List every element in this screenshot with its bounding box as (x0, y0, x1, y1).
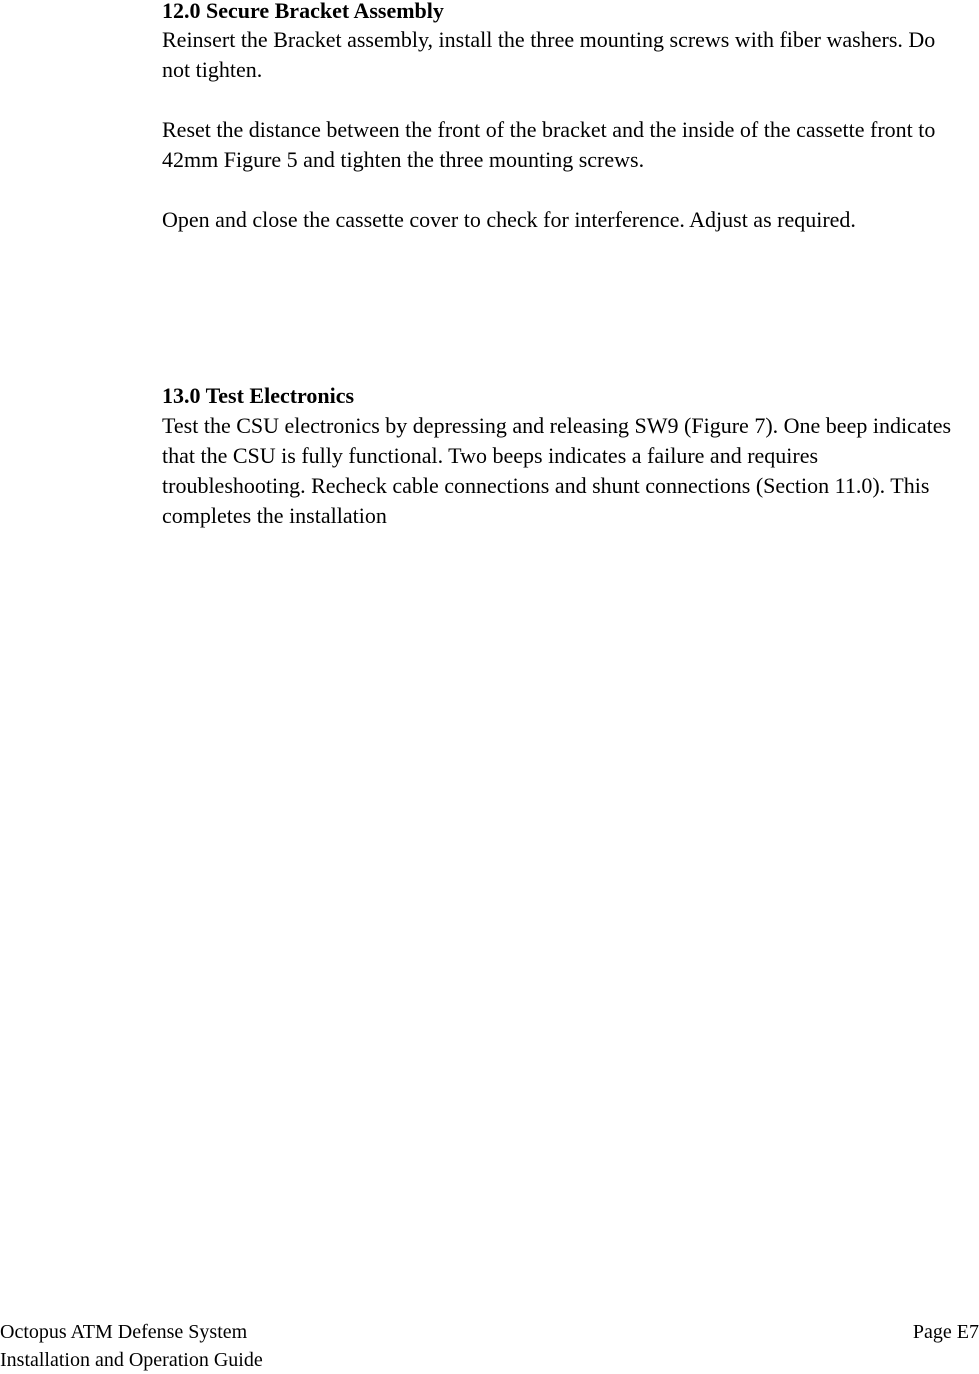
section-heading: 13.0 Test Electronics (162, 383, 355, 408)
page-number: Page E7 (912, 1321, 979, 1343)
paragraph: Reinsert the Bracket assembly, install the three mounting screws with fiber washers. Do not tighten. (162, 27, 936, 82)
section-secure-bracket-assembly (162, 0, 952, 235)
section-heading: 12.0 Secure Bracket Assembly (162, 0, 444, 23)
paragraph: Test the CSU electronics by depressing and releasing SW9 (Figure 7). One beep indicates that the CSU is fully functional. Two beeps indicates a failure and requires troubleshooting. Recheck cable connections and shunt connections (Section 11.0). This completes the installation (162, 413, 952, 528)
footer-subtitle: Installation and Operation Guide (0, 1349, 263, 1371)
footer-title: Octopus ATM Defense System (0, 1321, 248, 1343)
section-test-electronics (162, 385, 952, 531)
footer-document-info (0, 1318, 263, 1374)
paragraph: Open and close the cassette cover to check for interference. Adjust as required. (162, 207, 856, 232)
paragraph: Reset the distance between the front of the bracket and the inside of the cassette front to 42mm Figure 5 and tighten the three mounting screws. (162, 117, 936, 172)
